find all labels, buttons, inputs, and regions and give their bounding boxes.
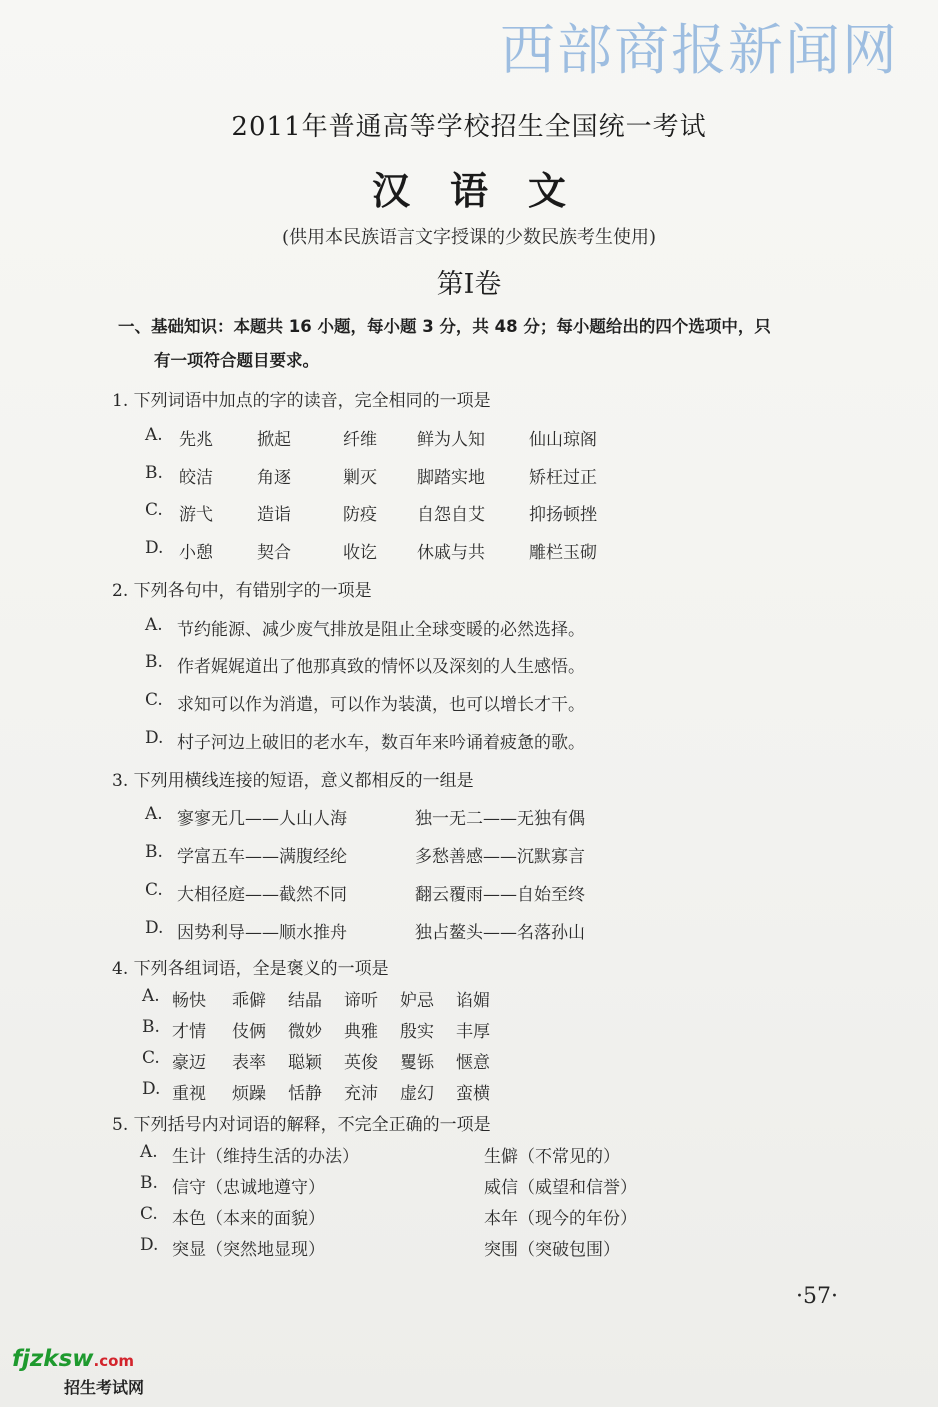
- option-letter: B.: [142, 1017, 160, 1037]
- option-word: 烦躁: [232, 1084, 266, 1104]
- option-letter: A.: [145, 425, 163, 445]
- volume-heading: 第I卷: [436, 269, 502, 300]
- option-word: 游弋: [179, 505, 213, 525]
- option-word: 雕栏玉砌: [529, 543, 597, 563]
- watermark: 西部商报新闻网: [500, 18, 900, 82]
- option-word: 谄媚: [456, 991, 490, 1011]
- option-text: 求知可以作为消遣，可以作为装潢，也可以增长才干。: [177, 695, 585, 715]
- option-word: 收讫: [343, 543, 377, 563]
- option-letter: A.: [142, 986, 160, 1006]
- option-letter: A.: [145, 804, 163, 824]
- option-word: 虚幻: [400, 1084, 434, 1104]
- option-letter: B.: [145, 652, 163, 672]
- option-letter: D.: [145, 728, 164, 748]
- option-word: 表率: [232, 1053, 266, 1073]
- option-word: 蛮横: [456, 1084, 490, 1104]
- option-word: 谛听: [344, 991, 378, 1011]
- option-letter: C.: [145, 880, 163, 900]
- option-word: 英俊: [344, 1053, 378, 1073]
- option-word: 殷实: [400, 1022, 434, 1042]
- option-left: 生计（维持生活的办法）: [172, 1147, 359, 1167]
- option-word: 妒忌: [400, 991, 434, 1011]
- option-word: 皎洁: [179, 468, 213, 488]
- option-right: 多愁善感——沉默寡言: [415, 847, 585, 867]
- option-word: 矍铄: [400, 1053, 434, 1073]
- option-letter: C.: [140, 1204, 158, 1224]
- option-word: 豪迈: [172, 1053, 206, 1073]
- option-letter: B.: [140, 1173, 158, 1193]
- option-right: 独占鳌头——名落孙山: [415, 923, 585, 943]
- option-word: 掀起: [257, 430, 291, 450]
- option-word: 惬意: [456, 1053, 490, 1073]
- option-word: 造诣: [257, 505, 291, 525]
- option-word: 小憩: [179, 543, 213, 563]
- question-2-stem: 2. 下列各句中，有错别字的一项是: [112, 581, 372, 601]
- section-instructions-line2: 有一项符合题目要求。: [154, 351, 319, 370]
- option-word: 自怨自艾: [417, 505, 485, 525]
- option-letter: D.: [142, 1079, 161, 1099]
- option-word: 重视: [172, 1084, 206, 1104]
- option-word: 典雅: [344, 1022, 378, 1042]
- option-right: 独一无二——无独有偶: [415, 809, 585, 829]
- option-word: 丰厚: [456, 1022, 490, 1042]
- option-word: 矫枉过正: [529, 468, 597, 488]
- option-text: 作者娓娓道出了他那真致的情怀以及深刻的人生感悟。: [177, 657, 585, 677]
- option-letter: A.: [145, 615, 163, 635]
- option-text: 节约能源、减少废气排放是阻止全球变暖的必然选择。: [177, 620, 585, 640]
- option-word: 休戚与共: [417, 543, 485, 563]
- option-left: 大相径庭——截然不同: [177, 885, 347, 905]
- option-left: 信守（忠诚地遵守）: [172, 1178, 325, 1198]
- option-left: 寥寥无几——人山人海: [177, 809, 347, 829]
- option-word: 脚踏实地: [417, 468, 485, 488]
- option-word: 充沛: [344, 1084, 378, 1104]
- question-5-stem: 5. 下列括号内对词语的解释，不完全正确的一项是: [112, 1115, 491, 1135]
- logo-suffix: .com: [93, 1352, 135, 1370]
- option-word: 聪颖: [288, 1053, 322, 1073]
- question-3-stem: 3. 下列用横线连接的短语，意义都相反的一组是: [112, 771, 474, 791]
- option-word: 乖僻: [232, 991, 266, 1011]
- option-letter: C.: [145, 500, 163, 520]
- option-letter: B.: [145, 842, 163, 862]
- option-letter: D.: [140, 1235, 159, 1255]
- option-word: 抑扬顿挫: [529, 505, 597, 525]
- option-word: 恬静: [288, 1084, 322, 1104]
- option-word: 才情: [172, 1022, 206, 1042]
- option-word: 先兆: [179, 430, 213, 450]
- option-letter: A.: [140, 1142, 158, 1162]
- option-word: 鲜为人知: [417, 430, 485, 450]
- option-right: 威信（威望和信誉）: [484, 1178, 637, 1198]
- option-left: 学富五车——满腹经纶: [177, 847, 347, 867]
- option-word: 纤维: [343, 430, 377, 450]
- option-right: 本年（现今的年份）: [484, 1209, 637, 1229]
- exam-title: 2011年普通高等学校招生全国统一考试: [231, 112, 707, 142]
- question-1-stem: 1. 下列词语中加点的字的读音，完全相同的一项是: [112, 391, 491, 411]
- section-instructions: [118, 310, 878, 378]
- option-letter: D.: [145, 538, 164, 558]
- subject-title: 汉语文: [371, 169, 606, 213]
- question-4-stem: 4. 下列各组词语，全是褒义的一项是: [112, 959, 389, 979]
- option-word: 角逐: [257, 468, 291, 488]
- logo-text: fjzksw: [12, 1346, 94, 1372]
- option-word: 契合: [257, 543, 291, 563]
- exam-note: (供用本民族语言文字授课的少数民族考生使用): [281, 227, 657, 248]
- option-word: 伎俩: [232, 1022, 266, 1042]
- option-letter: B.: [145, 463, 163, 483]
- option-left: 本色（本来的面貌）: [172, 1209, 325, 1229]
- logo-subtitle: 招生考试网: [64, 1378, 145, 1397]
- site-logo: [12, 1346, 134, 1372]
- option-word: 结晶: [288, 991, 322, 1011]
- option-word: 剿灭: [343, 468, 377, 488]
- option-letter: C.: [145, 690, 163, 710]
- option-right: 翻云覆雨——自始至终: [415, 885, 585, 905]
- option-right: 突围（突破包围）: [484, 1240, 620, 1260]
- option-word: 仙山琼阁: [529, 430, 597, 450]
- option-right: 生僻（不常见的）: [484, 1147, 620, 1167]
- option-text: 村子河边上破旧的老水车，数百年来吟诵着疲惫的歌。: [177, 733, 585, 753]
- option-letter: C.: [142, 1048, 160, 1068]
- option-letter: D.: [145, 918, 164, 938]
- option-word: 微妙: [288, 1022, 322, 1042]
- option-word: 防疫: [343, 505, 377, 525]
- section-instructions-line1: 一、基础知识：本题共 16 小题，每小题 3 分，共 48 分；每小题给出的四个选项中，只: [118, 317, 771, 336]
- page-number: ·57·: [796, 1284, 838, 1309]
- option-left: 因势利导——顺水推舟: [177, 923, 347, 943]
- option-left: 突显（突然地显现）: [172, 1240, 325, 1260]
- option-word: 畅快: [172, 991, 206, 1011]
